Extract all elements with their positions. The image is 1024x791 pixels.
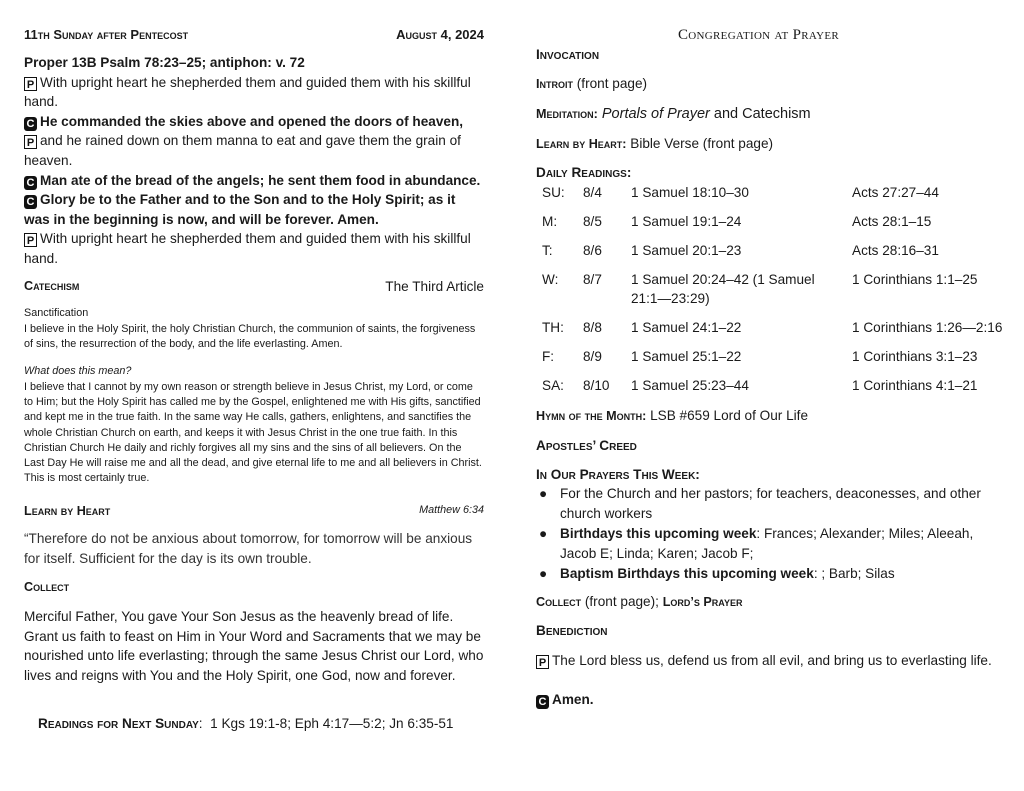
catechism-article: The Third Article [385,279,484,294]
table-row: T: 8/6 1 Samuel 20:1–23 Acts 28:16–31 [542,243,939,258]
service-date: August 4, 2024 [396,27,484,42]
collect-text: Merciful Father, You gave Your Son Jesus as the heavenly bread of life. Grant us faith to feast on Him in Your Word and Sacraments that we may be nourished unto life everlasting; through the same Jesus Christ our Lord, who lives and reigns with You and the Holy Spirit, one God, now and forever. [24,609,484,683]
table-row: SU: 8/4 1 Samuel 18:10–30 Acts 27:27–44 [542,185,939,200]
catechism-header [24,277,484,295]
table-row: SA: 8/10 1 Samuel 25:23–44 1 Corinthians 4:1–21 [542,378,978,393]
learn-by-heart-header [24,502,484,520]
psalm-line: C He commanded the skies above and opened the doors of heaven, [24,112,484,132]
list-item: ● For the Church and her pastors; for teachers, deaconesses, and other church workers [539,486,981,521]
catechism-question: What does this mean? [24,365,132,377]
learn-by-heart-text: “Therefore do not be anxious about tomorrow, for tomorrow will be anxious for itself. Sufficient for the day is its own trouble. [24,531,473,566]
bullet-icon: ● [539,566,548,581]
collect-label: Collect [24,580,70,594]
catechism-label: Catechism [24,279,80,293]
pastor-mark-icon: P [536,655,549,669]
hymn-of-month: Hymn of the Month: LSB #659 Lord of Our Life [536,408,809,423]
prayers-label: In Our Prayers This Week: [536,467,700,482]
benediction-amen: C Amen. [536,690,594,710]
daily-readings-table [536,183,1016,405]
learn-by-heart-note: Learn by Heart: Bible Verse (front page) [536,136,774,151]
congregation-mark-icon: C [24,195,37,209]
next-readings-text: 1 Kgs 19:1-8; Eph 4:17—5:2; Jn 6:35-51 [210,716,454,731]
congregation-mark-icon: C [24,176,37,190]
apostles-creed-label: Apostles’ Creed [536,438,637,453]
benediction-text: P The Lord bless us, defend us from all evil, and bring us to everlasting life. [536,651,1006,671]
catechism-answer: I believe that I cannot by my own reason or strength believe in Jesus Christ, my Lord, or come to Him; but the Holy Spirit has called me by the Gospel, enlightened me with His gifts, sanctified and kept me in the true faith. In the same way He calls, gathers, enlightens, and sanctifies the whole Christian Church on earth, and keeps it with Jesus Christ in the one true faith. In this Christian Church He daily and richly forgives all my sins and the sins of all believers. On the Last Day He will raise me and all the dead, and give eternal life to me and all believers in Christ. This is most certainly true. [24,381,482,485]
catechism-creed: I believe in the Holy Spirit, the holy Christian Church, the communion of saints, the forgiveness of sins, the resurrection of the body, and the life everlasting. Amen. [24,323,476,351]
next-readings-label: Readings for Next Sunday [38,716,199,731]
congregation-mark-icon: C [24,117,37,131]
bullet-icon: ● [539,486,548,501]
invocation-label: Invocation [536,47,600,62]
pastor-mark-icon: P [24,135,37,149]
table-row: W: 8/7 1 Samuel 20:24–42 (1 Samuel 21:1—23:29) 1 Corinthians 1:1–25 [542,272,978,306]
table-row: M: 8/5 1 Samuel 19:1–24 Acts 28:1–15 [542,214,932,229]
table-row: TH: 8/8 1 Samuel 24:1–22 1 Corinthians 1:26—2:16 [542,320,1003,335]
prayers-list [536,484,1006,585]
pastor-mark-icon: P [24,233,37,247]
meditation: Meditation: Portals of Prayer and Catechism [536,106,811,122]
pastor-mark-icon: P [24,77,37,91]
list-item: ● Birthdays this upcoming week: Frances; Alexander; Miles; Aleeah, Jacob E; Linda; Karen; Jacob F; [539,526,974,561]
daily-readings-label: Daily Readings: [536,165,632,180]
benediction-label: Benediction [536,623,608,638]
sunday-title: 11th Sunday after Pentecost [24,27,189,42]
learn-by-heart-reference: Matthew 6:34 [419,504,484,516]
learn-by-heart-label: Learn by Heart [24,504,111,518]
collect-lords-prayer: Collect (front page); Lord’s Prayer [536,594,743,609]
list-item: ● Baptism Birthdays this upcoming week: ; Barb; Silas [536,564,1006,584]
catechism-subtitle: Sanctification [24,307,89,319]
section-title: Congregation at Prayer [678,27,839,43]
psalm-line: C Glory be to the Father and to the Son and to the Holy Spirit; as it was in the beginning is now, and will be forever. Amen. [24,192,456,227]
psalm-line: C Man ate of the bread of the angels; he sent them food in abundance. [24,171,484,191]
introit: Introit (front page) [536,76,648,91]
congregation-mark-icon: C [536,695,549,709]
psalm-line: P With upright heart he shepherded them and guided them with his skillful hand. [24,231,471,266]
next-readings: Readings for Next Sunday: 1 Kgs 19:1-8; Eph 4:17—5:2; Jn 6:35-51 [38,716,454,731]
bullet-icon: ● [539,526,548,541]
psalm-line: P With upright heart he shepherded them and guided them with his skillful hand. [24,74,471,110]
psalm-heading: Proper 13B Psalm 78:23–25; antiphon: v. 72 [24,55,305,70]
psalm-line: P and he rained down on them manna to eat and gave them the grain of heaven. [24,133,461,168]
psalm-section [24,53,484,269]
table-row: F: 8/9 1 Samuel 25:1–22 1 Corinthians 3:1–23 [542,349,978,364]
